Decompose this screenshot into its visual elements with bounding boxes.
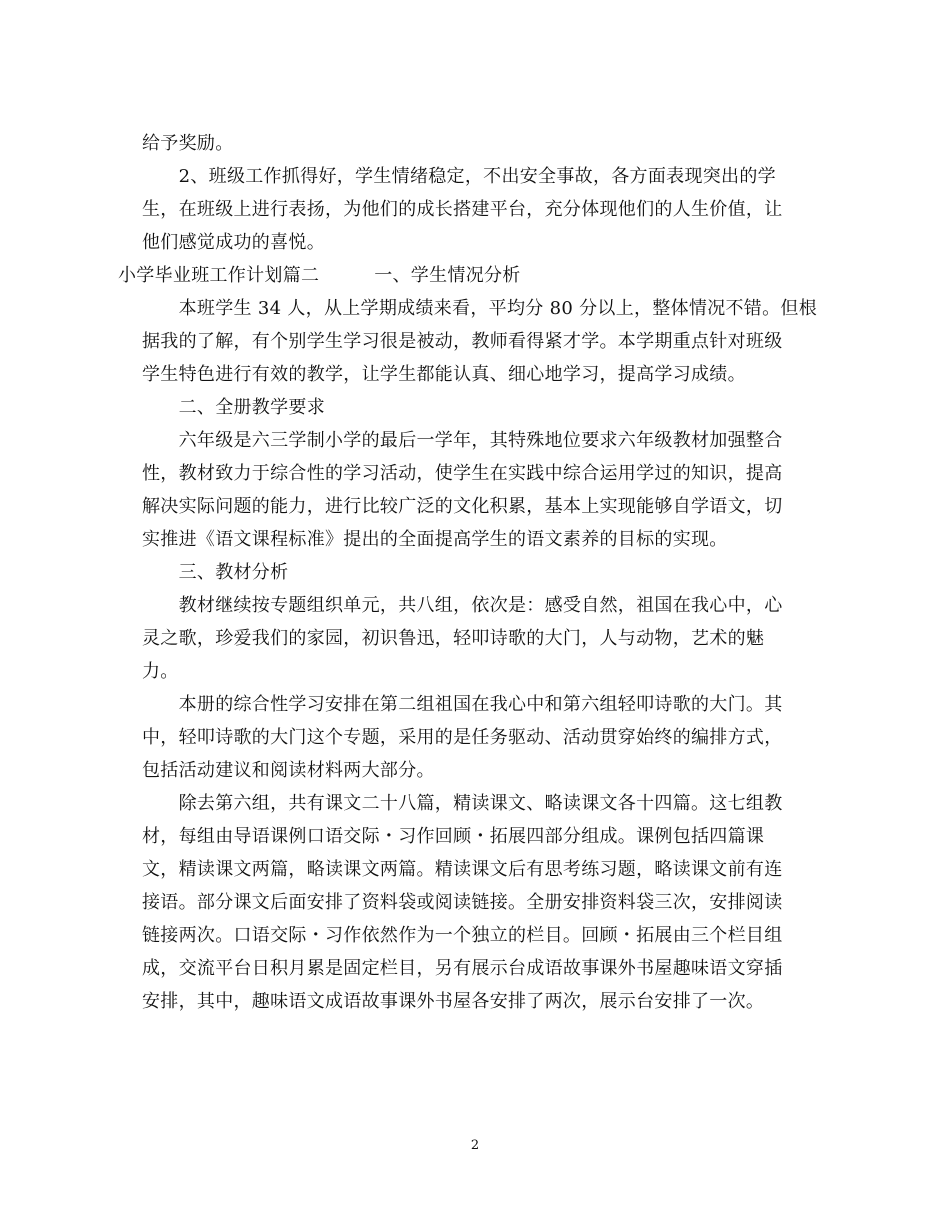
text-line-26: 成，交流平台日积月累是固定栏目，另有展示台成语故事课外书屋趣味语文穿插: [142, 958, 783, 979]
text-line-4: 他们感觉成功的喜悦。: [142, 232, 325, 253]
subheading-textbook-analysis: 三、教材分析: [142, 562, 289, 583]
subheading-teaching-requirements: 二、全册教学要求: [142, 397, 325, 418]
text-line-8: 学生特色进行有效的教学，让学生都能认真、细心地学习，提高学习成绩。: [142, 364, 746, 385]
text-line-25: 链接两次。口语交际・习作依然作为一个独立的栏目。回顾・拓展由三个栏目组: [142, 925, 783, 946]
text-line-15: 教材继续按专题组织单元，共八组，依次是：感受自然，祖国在我心中，心: [142, 595, 783, 616]
section-heading-line: 小学毕业班工作计划篇二 一、学生情况分析: [118, 265, 521, 286]
text-line-22: 材，每组由导语课例口语交际・习作回顾・拓展四部分组成。课例包括四篇课: [142, 826, 765, 847]
text-line-12: 解决实际问题的能力，进行比较广泛的文化积累，基本上实现能够自学语文，切: [142, 496, 783, 517]
text-line-16: 灵之歌，珍爱我们的家园，初识鲁迅，轻叩诗歌的大门，人与动物，艺术的魅: [142, 628, 765, 649]
text-line-7: 据我的了解，有个别学生学习很是被动，教师看得紧才学。本学期重点针对班级: [142, 331, 783, 352]
text-line-27: 安排，其中，趣味语文成语故事课外书屋各安排了两次，展示台安排了一次。: [142, 991, 765, 1012]
text-line-18: 本册的综合性学习安排在第二组祖国在我心中和第六组轻叩诗歌的大门。其: [142, 694, 783, 715]
text-line-1: 给予奖励。: [142, 133, 234, 154]
text-line-11: 性，教材致力于综合性的学习活动，使学生在实践中综合运用学过的知识，提高: [142, 463, 783, 484]
page-number: 2: [470, 1138, 480, 1153]
document-body: [118, 127, 817, 1018]
text-line-2: 2、班级工作抓得好，学生情绪稳定，不出安全事故，各方面表现突出的学: [142, 166, 776, 187]
text-line-10: 六年级是六三学制小学的最后一学年，其特殊地位要求六年级教材加强整合: [142, 430, 783, 451]
text-line-20: 包括活动建议和阅读材料两大部分。: [142, 760, 435, 781]
text-line-24: 接语。部分课文后面安排了资料袋或阅读链接。全册安排资料袋三次，安排阅读: [142, 892, 783, 913]
text-line-17: 力。: [142, 661, 179, 682]
text-line-3: 生，在班级上进行表扬，为他们的成长搭建平台，充分体现他们的人生价值，让: [142, 199, 783, 220]
text-line-23: 文，精读课文两篇，略读课文两篇。精读课文后有思考练习题，略读课文前有连: [142, 859, 783, 880]
text-line-13: 实推进《语文课程标准》提出的全面提高学生的语文素养的目标的实现。: [142, 529, 728, 550]
text-line-21: 除去第六组，共有课文二十八篇，精读课文、略读课文各十四篇。这七组教: [142, 793, 783, 814]
text-line-19: 中，轻叩诗歌的大门这个专题，采用的是任务驱动、活动贯穿始终的编排方式，: [142, 727, 783, 748]
text-line-6: 本班学生 34 人，从上学期成绩来看，平均分 80 分以上，整体情况不错。但根: [142, 298, 817, 319]
